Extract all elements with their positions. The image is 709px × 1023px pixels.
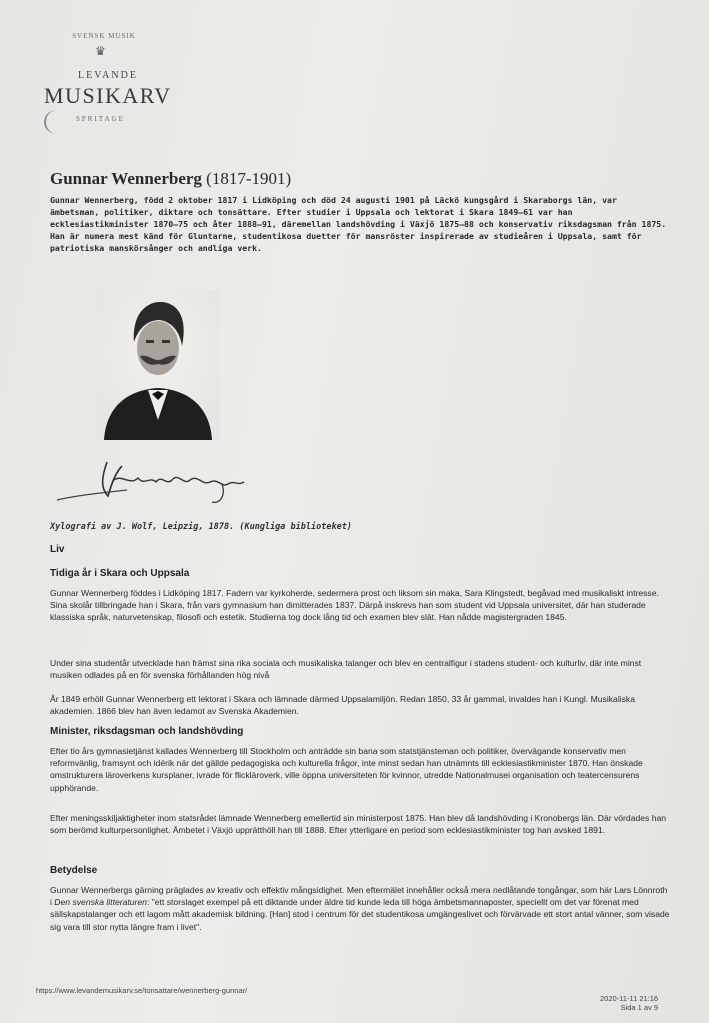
footer-datetime: 2020-11-11 21:16 [600, 994, 659, 1003]
levande-musikarv-logo [36, 30, 172, 140]
paragraph-betydelse-part-1: Gunnar Wennerbergs gärning präglades av kreativ och effektiv mångsidighet. Men eftermälet innehåller också mera nedlåtande tongångar, som här Lars Lönnroth i [50, 885, 668, 908]
footer-date-block [600, 994, 658, 1012]
logo-arc-top-text: SVENSK MUSIK [72, 32, 136, 40]
section-heading-minister: Minister, riksdagsman och landshövding [50, 726, 244, 737]
book-title: Den svenska litteraturen [54, 897, 147, 908]
paragraph-early-1: Gunnar Wennerberg föddes i Lidköping 1817. Fadern var kyrkoherde, sedermera prost och liksom sin maka, Sara Klingstedt, begåvad med musikaliskt intresse. Sina skolår tillbringade han i Skara, från vars gymnasium han dimitterades 1837. Därpå inskrevs han som student vid Uppsala universitet, där han studerade klassiska språk, naturvetenskap, filosofi och estetik. Studierna tog dock lång tid och examen blev slät. Han nådde magistergraden 1845. [50, 588, 659, 623]
portrait-image [96, 290, 220, 440]
paragraph-betydelse [50, 884, 670, 933]
footer-url: https://www.levandemusikarv.se/tonsattare/wennerberg-gunnar/ [36, 986, 248, 995]
section-heading-liv: Liv [50, 544, 65, 555]
signature-image [52, 452, 252, 507]
composer-name: Gunnar Wennerberg [50, 169, 202, 188]
logo-arc-bottom-text: SPRITAGE [76, 115, 125, 123]
logo-levande-text: LEVANDE [78, 70, 138, 81]
logo-swash-icon [44, 110, 70, 134]
paragraph-early-3: År 1849 erhöll Gunnar Wennerberg ett lektorat i Skara och lämnade därmed Uppsalamiljön. Redan 1850, 33 år gammal, invaldes han i Kungl. Musikaliska akademien. 1866 blev han även ledamot av Svenska Akademien. [50, 694, 636, 717]
crown-icon: ♛ [95, 44, 106, 58]
section-heading-betydelse: Betydelse [50, 865, 98, 876]
paragraph-minister-1: Efter tio års gymnasietjänst kallades Wennerberg till Stockholm och anträdde sin bana som statstjänsteman och politiker, övervägande konservativ men reformvänlig, framsynt och idérik när det gällde pedagogiska och kulturella frågor, inte minst sedan han utnämnts till ecklesiastikminister 1870. Han önskade omstrukturera läroverkens kursplaner, ivrade för flickläroverk, ville öppna universiteten för kvinnor, utredde Nationalmusei organisation och teatercensurens upphörande. [50, 746, 643, 793]
image-caption: Xylografi av J. Wolf, Leipzig, 1878. (Kungliga biblioteket) [50, 522, 352, 532]
section-heading-early-years: Tidiga år i Skara och Uppsala [50, 568, 190, 579]
paragraph-betydelse-part-2: : "ett storslaget exempel på ett diktande under äldre tid kunde leda till höga ämbetsmannaposter, speciellt om det var förenat med sällskapstalanger och ett lagom mått akademisk bildning. [Han] stod i centrum för det studentikosa umgängeslivet och förvärvade ett stort antal vänner, som visade sig vara till stor nytta längre fram i livet". [50, 897, 670, 932]
paragraph-minister-2: Efter meningsskiljaktigheter inom statsrådet lämnade Wennerberg emellertid sin ministerpost 1875. Han blev då landshövding i Kronobergs län. Där vördades han som berömd kulturpersonlighet. Ämbetet i Växjö upprätthöll han till 1888. Efter ytterligare en period som ecklesiastikminister tog han avsked 1891. [50, 813, 667, 836]
composer-years: (1817-1901) [206, 169, 292, 188]
logo-musikarv-text: MUSIKARV [44, 83, 172, 108]
paragraph-early-2: Under sina studentår utvecklade han främst sina rika sociala och musikaliska talanger och blev en centralfigur i stadens student- och kulturliv, där inte minst musiken odlades på en för svenska förhållanden hög nivå [50, 658, 642, 681]
footer-page-number: Sida 1 av 9 [620, 1003, 659, 1012]
intro-paragraph: Gunnar Wennerberg, född 2 oktober 1817 i Lidköping och död 24 augusti 1901 på Läckö kungsgård i Skaraborgs län, var ämbetsman, politiker, diktare och tonsättare. Efter studier i Uppsala och lektorat i Skara 1849–61 var han ecklesiastikminister 1870–75 och åter 1888–91, däremellan landshövding i Växjö 1875–88 och konservativ riksdagsman från 1875. Han är numera mest känd för Gluntarne, studentikosa duetter för mansröster inspirerade av studieåren i Uppsala, samt för patriotiska manskörsånger och andliga verk. [50, 195, 667, 253]
page-title [50, 169, 291, 189]
